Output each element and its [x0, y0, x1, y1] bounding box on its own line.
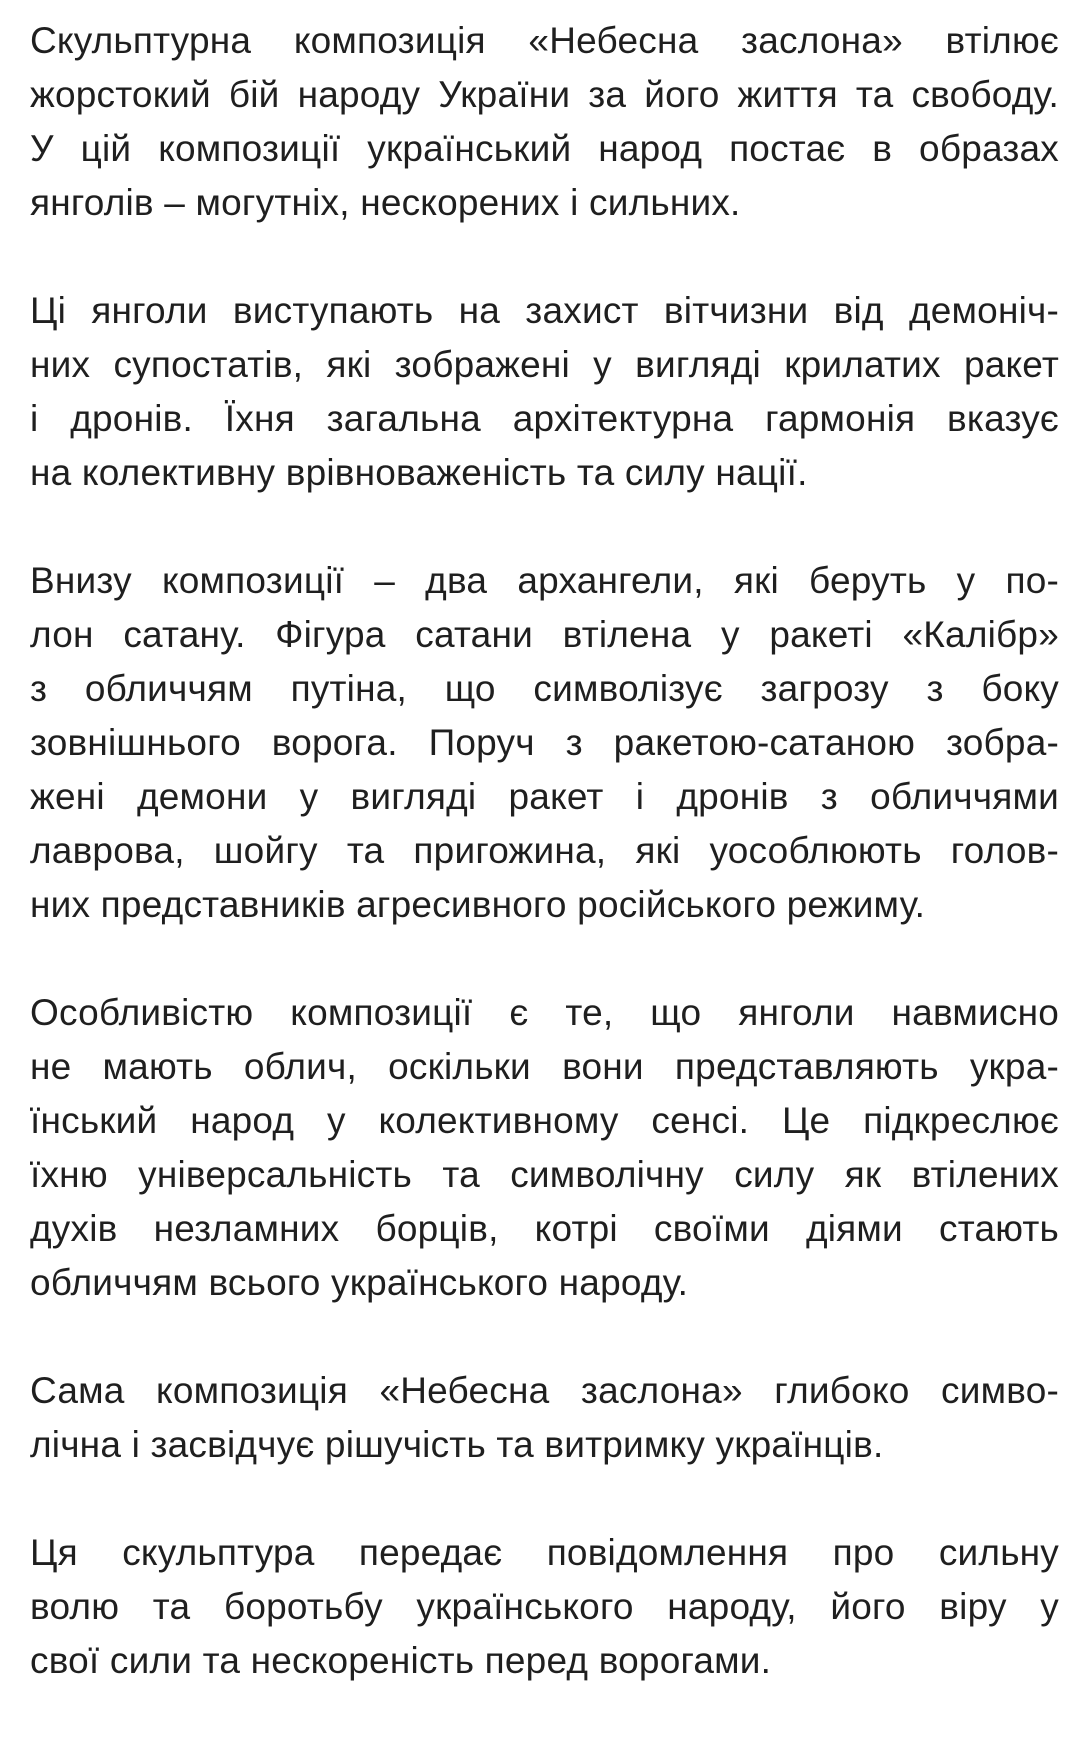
- paragraph-5: [30, 1364, 1059, 1472]
- text-line: їхню універсальність та символічну силу як втілених: [30, 1154, 1059, 1195]
- paragraph-4: [30, 986, 1059, 1310]
- text-line: лічна і засвідчує рішучість та витримку українців.: [30, 1424, 884, 1465]
- text-line: лон сатану. Фігура сатани втілена у ракеті «Калібр»: [30, 614, 1059, 655]
- text-line: янголів – могутніх, нескорених і сильних.: [30, 182, 741, 223]
- text-line: У цій композиції український народ постає в образах: [30, 128, 1059, 169]
- text-line: Ця скульптура передає повідомлення про сильну: [30, 1532, 1059, 1573]
- text-line: Скульптурна композиція «Небесна заслона» втілює: [30, 20, 1059, 61]
- text-line: них представників агресивного російського режиму.: [30, 884, 926, 925]
- text-line: зовнішнього ворога. Поруч з ракетою-сатаною зобра-: [30, 722, 1059, 763]
- text-line: їнський народ у колективному сенсі. Це підкреслює: [30, 1100, 1059, 1141]
- text-line: на колективну врівноваженість та силу нації.: [30, 452, 808, 493]
- text-line: не мають облич, оскільки вони представляють укра-: [30, 1046, 1059, 1087]
- text-line: Сама композиція «Небесна заслона» глибоко симво-: [30, 1370, 1059, 1411]
- text-line: Особливістю композиції є те, що янголи навмисно: [30, 992, 1059, 1033]
- text-line: Ці янголи виступають на захист вітчизни від демоніч-: [30, 290, 1059, 331]
- text-line: лаврова, шойгу та пригожина, які уособлюють голов-: [30, 830, 1059, 871]
- text-line: жорстокий бій народу України за його життя та свободу.: [30, 74, 1059, 115]
- text-line: них супостатів, які зображені у вигляді крилатих ракет: [30, 344, 1059, 385]
- text-line: обличчям всього українського народу.: [30, 1262, 689, 1303]
- text-line: жені демони у вигляді ракет і дронів з обличчями: [30, 776, 1059, 817]
- paragraph-6: [30, 1526, 1059, 1688]
- text-line: з обличчям путіна, що символізує загрозу з боку: [30, 668, 1059, 709]
- text-line: волю та боротьбу українського народу, його віру у: [30, 1586, 1059, 1627]
- paragraph-3: [30, 554, 1059, 932]
- text-line: свої сили та нескореність перед ворогами.: [30, 1640, 772, 1681]
- text-line: Внизу композиції – два архангели, які беруть у по-: [30, 560, 1059, 601]
- paragraph-2: [30, 284, 1059, 500]
- text-line: і дронів. Їхня загальна архітектурна гармонія вказує: [30, 398, 1059, 439]
- paragraph-1: [30, 14, 1059, 230]
- text-line: духів незламних борців, котрі своїми діями стають: [30, 1208, 1059, 1249]
